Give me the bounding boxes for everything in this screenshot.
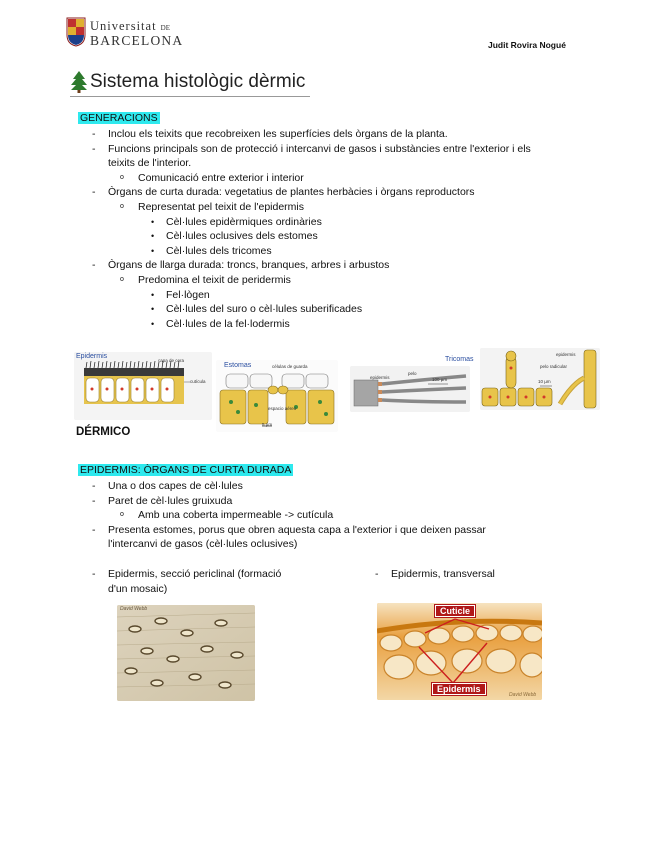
root-hair-diagram <box>480 348 600 410</box>
list-item: o Representat pel teixit de l'epidermis <box>120 200 305 213</box>
trichome-hair-diagram <box>350 366 470 412</box>
tree-icon <box>70 71 88 93</box>
photo-left-caption-line2: d'un mosaic) <box>108 582 168 595</box>
list-item: - Paret de cèl·lules gruixuda <box>92 494 233 507</box>
shield-icon <box>66 17 86 47</box>
photo-right-credit: David Webb <box>509 692 537 698</box>
list-item: • Cèl·lules dels tricomes <box>151 244 272 257</box>
periclinal-mosaic-image <box>117 605 255 701</box>
page-title-block <box>70 70 310 97</box>
list-item: o Amb una coberta impermeable -> cutícula <box>120 509 334 522</box>
list-item: l'intercanvi de gasos (cèl·lules oclusives) <box>108 538 298 551</box>
logo-line1: Universitat <box>90 19 157 33</box>
cuticle-tag: Cuticle <box>435 605 475 617</box>
university-logo <box>66 17 186 51</box>
epidermis-illustration <box>74 352 212 420</box>
fig-label-celulas-guarda: células de guarda <box>272 364 308 369</box>
photo-epidermis-periclinal <box>117 605 255 701</box>
photo-left-credit: David Webb <box>120 606 148 612</box>
epidermis-diagram <box>74 352 212 420</box>
photo-right-caption-text: Epidermis, transversal <box>391 568 495 580</box>
list-item: - Una o dos capes de cèl·lules <box>92 480 243 492</box>
section-heading-epidermis: EPIDERMIS: ÒRGANS DE CURTA DURADA <box>80 464 292 476</box>
fig-label-scale-100um: 100 µm <box>432 377 448 382</box>
fig-label-epidermis: Epidermis <box>76 353 108 360</box>
fig-label-capa-cera: capa de cera <box>158 358 185 363</box>
list-item: o Comunicació entre exterior i interior <box>120 171 304 184</box>
list-item: - Inclou els teixits que recobreixen les superfícies dels òrgans de la planta. <box>92 128 448 140</box>
fig-label-scale-5um: 5 µm <box>262 422 273 427</box>
fig-label-pelo-radicular: pelo radicular <box>540 364 568 369</box>
list-item: • Cèl·lules oclusives dels estomes <box>151 230 318 243</box>
list-item: - Funcions principals son de protecció i intercanvi de gasos i substàncies entre l'exterior i els <box>92 142 531 155</box>
stomata-diagram <box>216 360 338 432</box>
fig-label-scale-10um: 10 µm <box>538 379 551 384</box>
stomata-illustration <box>216 360 338 432</box>
fig-label-estomas: Estomas <box>224 362 252 369</box>
fig-label-tricomas: Tricomas <box>445 356 474 363</box>
figure-caption-dermico: DÉRMICO <box>76 426 131 438</box>
epidermis-tag: Epidermis <box>432 683 486 695</box>
fig-label-tric-epidermis2: epidermis <box>556 352 576 357</box>
logo-line1-small: DE <box>160 24 171 32</box>
section2-list <box>92 479 608 552</box>
list-item: • Cèl·lules epidèrmiques ordinàries <box>151 215 322 228</box>
list-item: teixits de l'interior. <box>108 157 192 170</box>
list-item: - Presenta estomes, porus que obren aquesta capa a l'exterior i que deixen passar <box>92 523 486 536</box>
fig-label-cuticula: cutícula <box>190 379 206 384</box>
author-name: Judit Rovira Nogué <box>488 40 566 50</box>
page-title: Sistema histològic dèrmic <box>90 71 306 92</box>
list-item: • Cèl·lules de la fel·lodermis <box>151 317 290 330</box>
section-heading-generacions: GENERACIONS <box>80 112 158 124</box>
fig-label-tric-pelo: pelo <box>408 371 417 376</box>
list-item: • Fel·lògen <box>151 288 210 301</box>
list-item: o Predomina el teixit de peridermis <box>120 273 291 286</box>
photo-left-caption-line1: Epidermis, secció periclinal (formació <box>108 568 282 580</box>
section1-list <box>92 127 608 331</box>
photo-left-caption: - Epidermis, secció periclinal (formació d'un mosaic) <box>92 568 282 595</box>
list-item: - Òrgans de llarga durada: troncs, branques, arbres i arbustos <box>92 259 390 272</box>
list-item: • Cèl·lules del suro o cèl·lules suberificades <box>151 303 363 316</box>
fig-label-tric-epidermis: epidermis <box>370 375 390 380</box>
photo-epidermis-transversal <box>377 603 542 700</box>
fig-label-espacio-aereo: espacio aéreo <box>268 406 297 411</box>
logo-line2: BARCELONA <box>90 33 184 48</box>
list-item: - Òrgans de curta durada: vegetatius de plantes herbàcies i òrgans reproductors <box>92 186 475 199</box>
photo-right-caption: - Epidermis, transversal <box>375 568 495 580</box>
